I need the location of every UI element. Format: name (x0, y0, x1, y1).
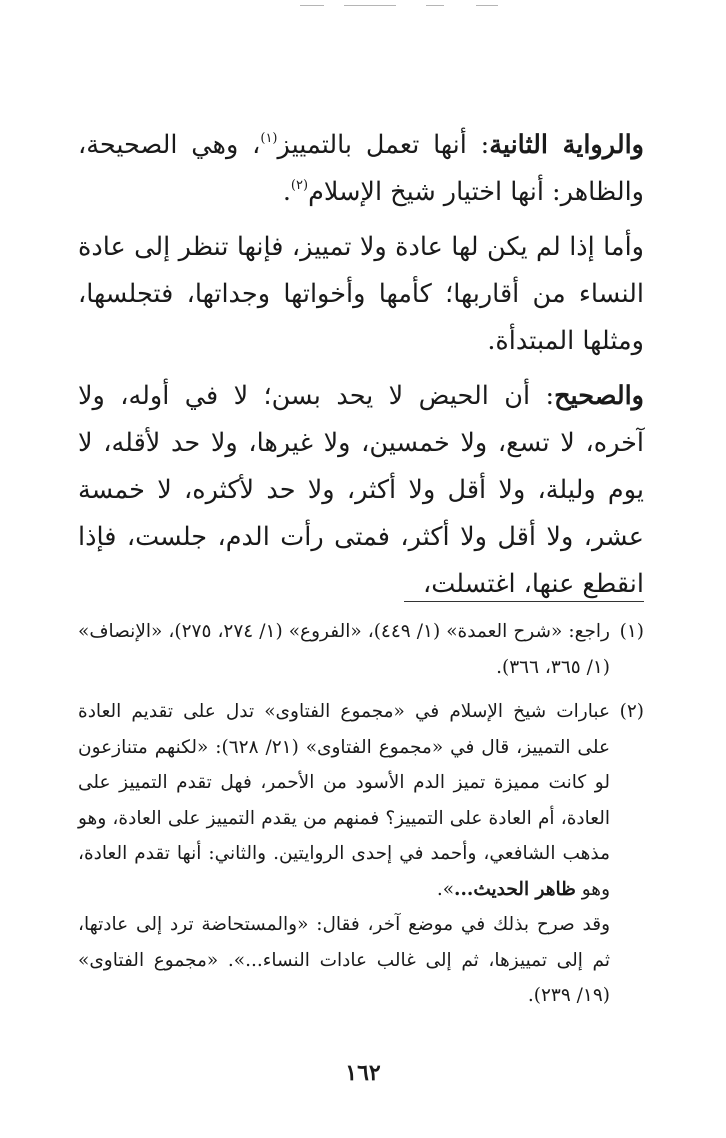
footnote-2-bold-tail: ظاهر الحديث... (454, 878, 576, 900)
paragraph-1-lead: والرواية الثانية (489, 130, 644, 160)
paragraph-3 (78, 373, 644, 608)
footnote-1-text: راجع: «شرح العمدة» (١/ ٤٤٩)، «الفروع» (١/ ٢٧٤، ٢٧٥)، «الإنصاف» (١/ ٣٦٥، ٣٦٦). (78, 621, 610, 678)
footnote-ref-2[interactable]: (٢) (290, 178, 309, 193)
footnote-separator (404, 601, 644, 602)
page-number: ١٦٢ (345, 1060, 381, 1086)
footnote-1-number: (١) (619, 621, 644, 642)
paragraph-3-text: : أن الحيض لا يحد بسن؛ لا في أوله، ولا آخره، لا تسع، ولا خمسين، ولا غيرها، ولا حد لأقله، لا يوم وليلة، ولا أقل ولا أكثر، ولا حد لأكثره، لا خمسة عشر، ولا أقل ولا أكثر، فمتى رأت الدم، جلست، فإذا انقطع عنها، اغتسلت، (78, 381, 644, 599)
top-edge-marks (300, 2, 520, 10)
footnote-2-continuation: وقد صرح بذلك في موضع آخر، فقال: «والمستحاضة ترد إلى عادتها، ثم إلى تمييزها، ثم إلى غالب عادات النساء...». «مجموع الفتاوى» (١٩/ ٢٣٩). (78, 914, 610, 1006)
paragraph-2: وأما إذا لم يكن لها عادة ولا تمييز، فإنها تنظر إلى عادة النساء من أقاربها؛ كأمها وأخواتها وجداتها، فتجلسها، ومثلها المبتدأة. (78, 232, 644, 356)
footnotes (78, 614, 644, 1023)
paragraph-3-lead: والصحيح (554, 381, 644, 411)
paragraph-1-text-b: ، وهي الصحيحة، والظاهر: أنها اختيار شيخ الإسلام (78, 130, 644, 207)
footnote-ref-1[interactable]: (١) (260, 131, 278, 146)
paragraph-1-text-c: . (282, 177, 291, 207)
footnote-1 (78, 614, 644, 685)
main-text (78, 122, 644, 608)
footnote-2 (78, 694, 644, 1014)
paragraph-1 (78, 122, 644, 216)
footnote-2-number: (٢) (619, 701, 644, 722)
footnote-2-body (78, 694, 610, 1014)
footnote-2-text: عبارات شيخ الإسلام في «مجموع الفتاوى» تدل على تقديم العادة على التمييز، قال في «مجموع الفتاوى» (٢١/ ٦٢٨): «لكنهم متنازعون لو كانت مميزة تميز الدم الأسود من الأحمر، فهل تقدم التمييز على العادة، أم العادة على التمييز؟ فمنهم من يقدم التمييز على العادة، وهو مذهب الشافعي، وأحمد في إحدى الروايتين. والثاني: أنها تقدم العادة، وهو (78, 701, 610, 900)
footnote-2-tail: ». (436, 878, 455, 900)
paragraph-1-text-a: : أنها تعمل بالتمييز (277, 130, 490, 160)
